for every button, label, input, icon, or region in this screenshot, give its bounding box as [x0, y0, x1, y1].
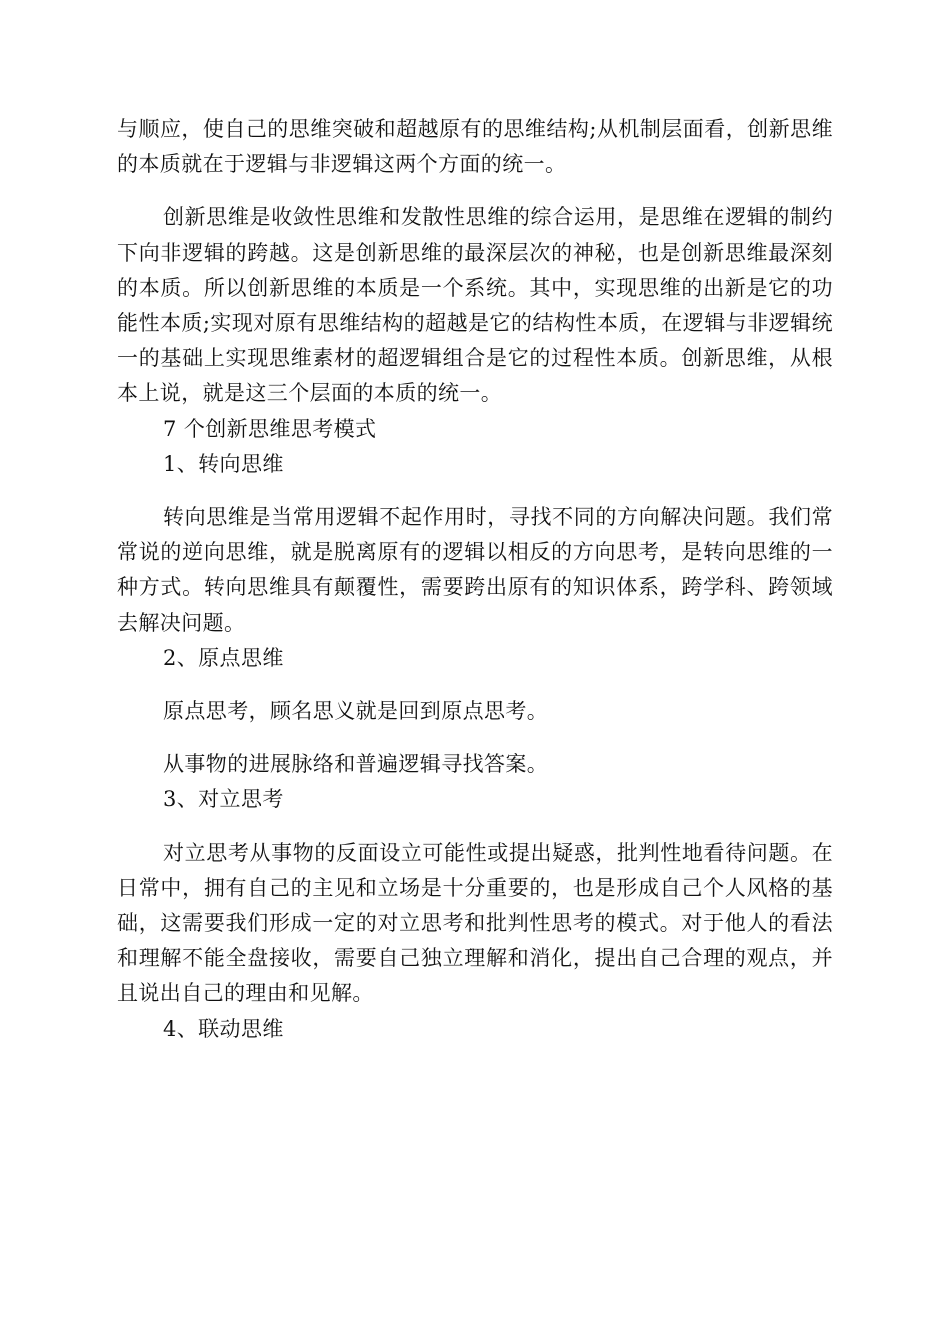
paragraph-origin-thinking-1: 原点思考，顾名思义就是回到原点思考。 — [163, 699, 549, 724]
paragraph-essence-continuation: 与顺应，使自己的思维突破和超越原有的思维结构;从机制层面看，创新思维的本质就在于逻辑与非逻辑这两个方面的统一。 — [117, 117, 833, 177]
paragraph-turning-thinking: 转向思维是当常用逻辑不起作用时，寻找不同的方向解决问题。我们常常说的逆向思维，就是脱离原有的逻辑以相反的方向思考，是转向思维的一种方式。转向思维具有颠覆性，需要跨出原有的知识体系，跨学科、跨领域去解决问题。 — [117, 505, 833, 635]
paragraph-origin-thinking-2: 从事物的进展脉络和普遍逻辑寻找答案。 — [163, 752, 549, 777]
subheading-linkage-thinking: 4、联动思维 — [163, 1016, 284, 1041]
document-page — [117, 112, 833, 1047]
paragraph-opposite-thinking: 对立思考从事物的反面设立可能性或提出疑惑，批判性地看待问题。在日常中，拥有自己的主见和立场是十分重要的，也是形成自己个人风格的基础，这需要我们形成一定的对立思考和批判性思考的模式。对于他人的看法和理解不能全盘接收，需要自己独立理解和消化，提出自己合理的观点，并且说出自己的理由和见解。 — [117, 840, 833, 1006]
subheading-turning-thinking: 1、转向思维 — [163, 451, 284, 476]
paragraph-innovative-thinking-system: 创新思维是收敛性思维和发散性思维的综合运用，是思维在逻辑的制约下向非逻辑的跨越。这是创新思维的最深层次的神秘，也是创新思维最深刻的本质。所以创新思维的本质是一个系统。其中，实现思维的出新是它的功能性本质;实现对原有思维结构的超越是它的结构性本质，在逻辑与非逻辑统一的基础上实现思维素材的超逻辑组合是它的过程性本质。创新思维，从根本上说，就是这三个层面的本质的统一。 — [117, 205, 833, 406]
subheading-origin-thinking: 2、原点思维 — [163, 645, 284, 670]
section-heading-seven-modes: 7 个创新思维思考模式 — [163, 416, 377, 441]
subheading-opposite-thinking: 3、对立思考 — [163, 787, 284, 812]
